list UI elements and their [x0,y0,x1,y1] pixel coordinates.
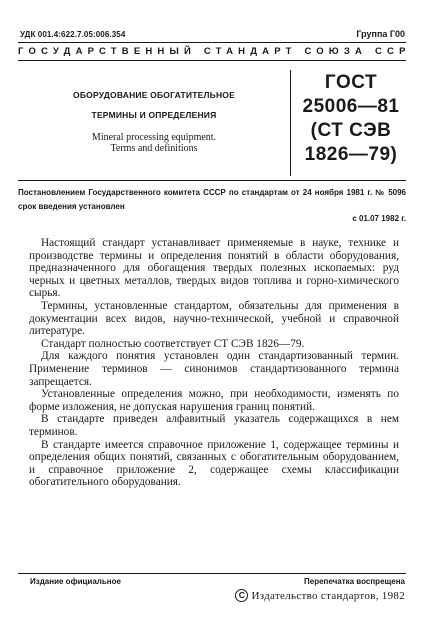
decree-text: Постановлением Государственного комитета СССР по стандартам от 24 ноября 1981 г. № 5096 срок введения установлен [18,188,406,211]
standard-subtitle: ТЕРМИНЫ И ОПРЕДЕЛЕНИЯ [91,110,217,120]
header-bottom-rule [18,60,406,61]
official-edition-label: Издание официальное [30,577,121,586]
body-text [29,237,399,489]
designation-block [296,70,406,176]
title-bottom-rule [18,180,406,181]
paragraph: Настоящий стандарт устанавливает применяемые в науке, технике и производстве термины и определения понятий в области оборудования, предназначенного для обогащения твердых полезных ископаемых: руд черных и цветных металлов, твердых видов топлива и горно-химического сырья. [29,237,399,300]
footer-rule [18,573,406,574]
paragraph: Стандарт полностью соответствует СТ СЭВ 1826—79. [41,337,305,350]
title-divider [290,70,291,176]
effective-date: с 01.07 1982 г. [352,214,406,223]
designation-number: 25006—81 [302,96,400,117]
copyright-line [235,589,405,602]
reprint-prohibited-label: Перепечатка воспрещена [304,577,405,586]
standard-title: ОБОРУДОВАНИЕ ОБОГАТИТЕЛЬНОЕ [73,90,235,100]
udk-code: УДК 001.4:622.7.05:006.354 [20,30,126,39]
designation-gost: ГОСТ [324,72,378,93]
english-title-line-1: Mineral processing equipment. [91,132,217,143]
header-top-rule [18,42,406,43]
group-code: Группа Г00 [356,29,405,39]
english-title-line-2: Terms and definitions [110,143,198,154]
copyright-publisher: Издательство стандартов, 1982 [251,589,405,602]
paragraph: Термины, установленные стандартом, обязательны для применения в документации всех видов, научно-технической, учебной и справочной литературе. [29,299,399,338]
title-block [18,70,290,176]
state-standard-banner: ГОСУДАРСТВЕННЫЙ СТАНДАРТ СОЮЗА ССР [18,46,411,57]
designation-st-sev: (СТ СЭВ [310,120,392,141]
paragraph: Для каждого понятия установлен один стандартизованный термин. Применение терминов — синонимов стандартизованного термина запрещается. [29,350,399,388]
copyright-icon: С [235,589,248,602]
designation-st-sev-number: 1826—79) [304,144,398,165]
paragraph: В стандарте имеется справочное приложение 1, содержащее термины и определения общих понятий, связанных с обогатительным оборудованием, и справочное приложение 2, содержащее схемы классификации обогатительного оборудования. [29,438,399,489]
paragraph: В стандарте приведен алфавитный указатель содержащихся в нем терминов. [29,413,399,438]
paragraph: Установленные определения можно, при необходимости, изменять по форме изложения, не допуская нарушения границ понятий. [29,388,399,413]
